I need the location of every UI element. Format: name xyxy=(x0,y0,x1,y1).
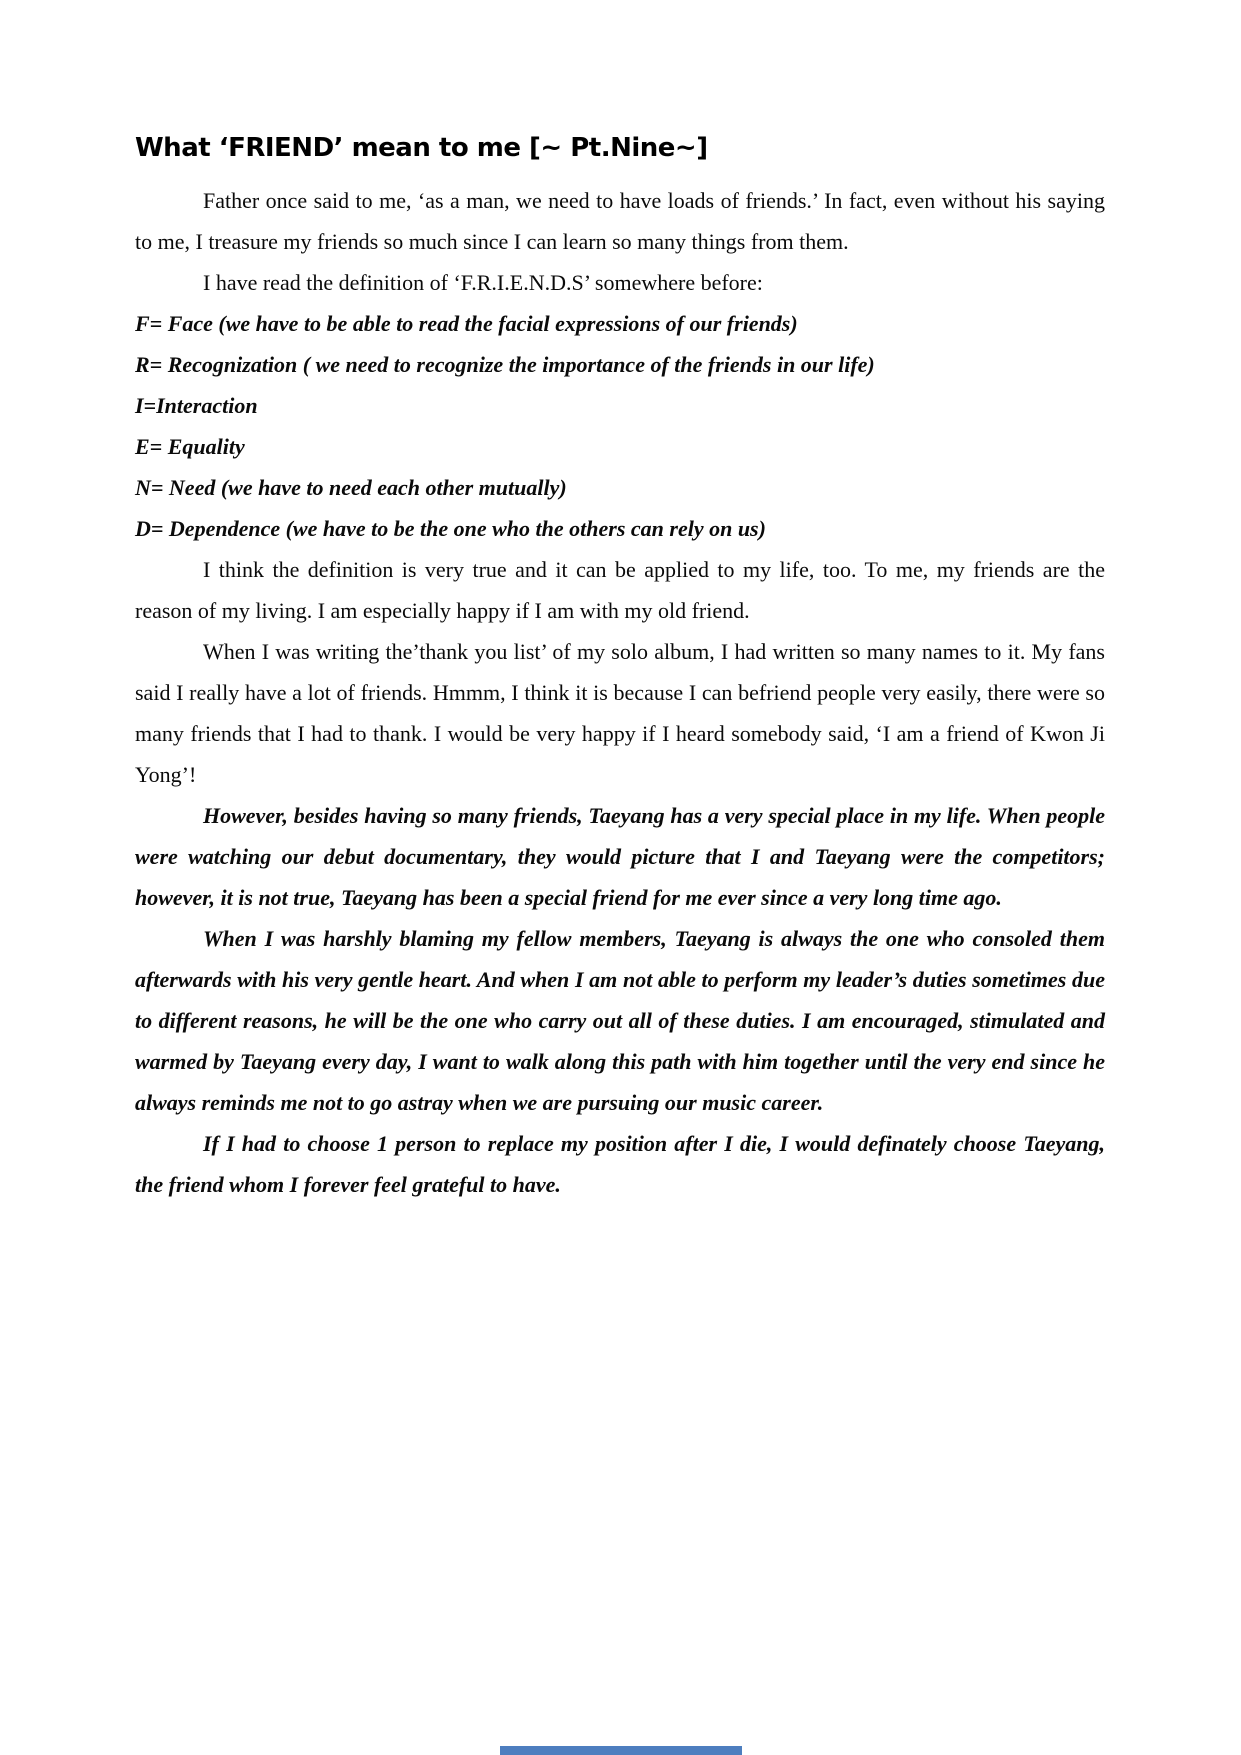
definition-line-f: F= Face (we have to be able to read the facial expressions of our friends) xyxy=(135,311,798,337)
paragraph-taeyang-closing: If I had to choose 1 person to replace my position after I die, I would definately choose Taeyang, the friend whom I forever feel grateful to have. xyxy=(135,1131,1105,1198)
definition-line-r: R= Recognization ( we need to recognize the importance of the friends in our life) xyxy=(135,352,875,378)
bottom-accent-bar xyxy=(500,1746,742,1755)
paragraph-thank-you-list: When I was writing the’thank you list’ of my solo album, I had written so many names to it. My fans said I really have a lot of friends. Hmmm, I think it is because I can befriend people very easily, there were so many friends that I had to thank. I would be very happy if I heard somebody said, ‘I am a friend of Kwon Ji Yong’! xyxy=(135,639,1105,788)
definition-line-i: I=Interaction xyxy=(135,393,258,419)
definition-line-n: N= Need (we have to need each other mutually) xyxy=(135,475,567,501)
document-title: What ‘FRIEND’ mean to me [~ Pt.Nine~] xyxy=(135,133,708,163)
definition-line-e: E= Equality xyxy=(135,434,245,460)
paragraph-taeyang-special: However, besides having so many friends, Taeyang has a very special place in my life. When people were watching our debut documentary, they would picture that I and Taeyang were the competitors; however, it is not true, Taeyang has been a special friend for me ever since a very long time ago. xyxy=(135,803,1105,911)
paragraph-definition-lead: I have read the definition of ‘F.R.I.E.N.D.S’ somewhere before: xyxy=(203,270,763,296)
paragraph-taeyang-support: When I was harshly blaming my fellow members, Taeyang is always the one who consoled them afterwards with his very gentle heart. And when I am not able to perform my leader’s duties sometimes due to different reasons, he will be the one who carry out all of these duties. I am encouraged, stimulated and warmed by Taeyang every day, I want to walk along this path with him together until the very end since he always reminds me not to go astray when we are pursuing our music career. xyxy=(135,926,1105,1116)
definition-line-d: D= Dependence (we have to be the one who the others can rely on us) xyxy=(135,516,766,542)
paragraph-definition-reflection: I think the definition is very true and it can be applied to my life, too. To me, my friends are the reason of my living. I am especially happy if I am with my old friend. xyxy=(135,557,1105,624)
paragraph-intro: Father once said to me, ‘as a man, we need to have loads of friends.’ In fact, even without his saying to me, I treasure my friends so much since I can learn so many things from them. xyxy=(135,188,1105,255)
